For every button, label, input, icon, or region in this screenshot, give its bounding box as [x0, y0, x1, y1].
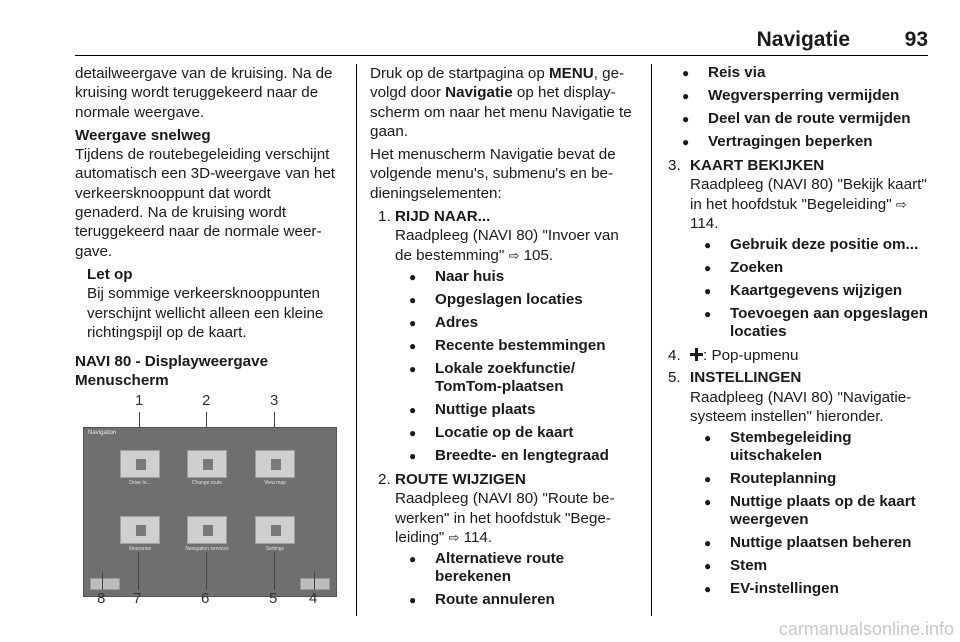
list-item: ● Alternatieve route berekenen — [395, 550, 635, 586]
tile-navigation-services — [187, 516, 227, 544]
gear-icon — [271, 525, 281, 536]
list-item: ● Stem — [690, 557, 930, 575]
submenu-list — [690, 429, 930, 598]
section-heading-menu: Menuscherm — [75, 372, 169, 390]
menu-item-number: 2. — [378, 470, 391, 488]
watermark: carmanualsonline.info — [778, 619, 954, 639]
submenu-list-continued — [668, 64, 930, 151]
list-item: ● Nuttige plaats op de kaart weergeven — [690, 493, 930, 529]
callout-5: 5 — [269, 590, 278, 607]
menu-item-desc: Raadpleeg (NAVI 80) "Navigatiesysteem instellen" hieronder. — [690, 388, 912, 426]
menu-item-title: RIJD NAAR... — [395, 208, 491, 226]
callout-3: 3 — [270, 392, 279, 409]
column-3 — [668, 64, 930, 603]
tile-label-change-route: Change route — [191, 480, 223, 486]
leader-line-5 — [274, 552, 275, 590]
menu-keyword: MENU — [549, 65, 594, 82]
list-item: ● Locatie op de kaart — [395, 424, 635, 442]
back-softkey — [90, 578, 120, 590]
tile-change-route — [187, 450, 227, 478]
page-ref-icon: ⇨ — [448, 529, 460, 545]
callout-1: 1 — [135, 392, 144, 409]
navigation-screen — [83, 427, 337, 597]
leader-line-8 — [102, 572, 103, 590]
list-item: ● Nuttige plaatsen beheren — [690, 534, 930, 552]
tile-label-view-map: View map — [264, 480, 286, 486]
leader-line-6 — [206, 552, 207, 590]
intro-text-1: Druk op de startpagina op — [370, 65, 549, 82]
intro-text-3: op het displayscherm om naar het menu Navigatie te gaan. — [370, 84, 632, 140]
tile-label-drive-to: Drive to... — [129, 480, 151, 486]
callout-2: 2 — [202, 392, 211, 409]
callout-7: 7 — [133, 590, 142, 607]
list-item: ● Adres — [395, 314, 635, 332]
callout-6: 6 — [201, 590, 210, 607]
column-divider-2 — [651, 64, 652, 616]
person-icon — [136, 459, 146, 470]
globe-icon — [203, 525, 213, 536]
list-item: ● Recente bestemmingen — [395, 337, 635, 355]
tile-view-map — [255, 450, 295, 478]
map-icon — [271, 459, 281, 470]
list-item: ● Breedte- en lengtegraad — [395, 447, 635, 465]
tile-settings — [255, 516, 295, 544]
menu-item-desc — [690, 175, 930, 233]
column-divider-1 — [356, 64, 357, 616]
section-heading-display: NAVI 80 - Displayweergave — [75, 353, 269, 371]
menu-item-4 — [668, 346, 930, 365]
header-divider — [75, 55, 928, 56]
menu-item-number: 1. — [378, 208, 391, 226]
tile-label-navigation-services: Navigation services — [185, 546, 229, 552]
menu-item-desc — [395, 489, 635, 547]
submenu-list — [395, 268, 635, 465]
list-item: ● Stembegeleiding uitschakelen — [690, 429, 930, 465]
screen-title: Navigation — [88, 430, 117, 436]
tile-itineraries — [120, 516, 160, 544]
list-item: ● Routeplanning — [690, 470, 930, 488]
intro-text-2: , gevolgd door — [370, 65, 625, 102]
list-item: ● Opgeslagen locaties — [395, 291, 635, 309]
page-ref: 114. — [690, 214, 719, 232]
list-item: ● Reis via — [668, 64, 930, 82]
col2-intro — [370, 64, 635, 141]
menu-item-number: 4. — [668, 347, 681, 365]
list-item: ● EV-instellingen — [690, 580, 930, 598]
page-ref-icon: ⇨ — [895, 196, 907, 212]
list-item: ● Nuttige plaats — [395, 401, 635, 419]
menu-list-part1 — [370, 207, 635, 609]
desc-text: Raadpleeg (NAVI 80) "Route bewerken" in het hoofdstuk "Begeleiding" — [395, 490, 615, 546]
menu-item-desc — [690, 346, 930, 365]
leader-line-7 — [138, 552, 139, 590]
popup-softkey — [300, 578, 330, 590]
list-item: ● Route annuleren — [395, 591, 635, 609]
page-ref-icon: ⇨ — [508, 247, 520, 263]
list-item: ● Lokale zoekfunctie/ TomTom-plaatsen — [395, 360, 635, 396]
menu-item-3 — [668, 156, 930, 341]
desc-text: Raadpleeg (NAVI 80) "Invoer van de bestemming" — [395, 227, 619, 264]
callout-4: 4 — [309, 590, 318, 607]
list-item: ● Kaartgegevens wijzigen — [690, 282, 930, 300]
tile-label-itineraries: Itineraries — [129, 546, 151, 552]
desc-text: Raadpleeg (NAVI 80) "Bekijk kaart" in het hoofdstuk "Begeleiding" — [690, 176, 927, 213]
column-1 — [75, 64, 343, 391]
note-heading: Let op — [87, 265, 133, 283]
page-title: Navigatie — [756, 28, 850, 51]
menu-item-title: ROUTE WIJZIGEN — [395, 470, 526, 488]
submenu-list — [395, 550, 635, 609]
page-ref: 114. — [463, 528, 493, 546]
col2-intro2: Het menuscherm Navigatie bevat de volgende menu's, submenu's en bedieningselementen: — [370, 146, 616, 202]
note-box — [75, 265, 343, 342]
menu-item-1 — [370, 207, 635, 465]
list-item: ● Naar huis — [395, 268, 635, 286]
note-text: Bij sommige verkeersknooppunten verschijnt wellicht alleen een kleine richtingspijl op de kaart. — [87, 285, 324, 341]
list-item: ● Vertragingen beperken — [668, 133, 930, 151]
tile-label-settings: Settings — [265, 546, 285, 552]
list-icon — [136, 525, 146, 536]
submenu-list — [690, 236, 930, 341]
menu-item-number: 5. — [668, 369, 681, 387]
menu-item-title: INSTELLINGEN — [690, 369, 802, 387]
highway-heading: Weergave snelweg — [75, 126, 211, 144]
menu-item-2 — [370, 470, 635, 609]
route-icon — [203, 459, 213, 470]
menu-item-number: 3. — [668, 157, 681, 174]
menu-item-desc — [395, 226, 635, 265]
leader-line-4 — [314, 572, 315, 590]
list-item: ● Zoeken — [690, 259, 930, 277]
column-2 — [370, 64, 635, 614]
popup-text: : Pop-upmenu — [703, 347, 799, 365]
callout-8: 8 — [97, 590, 106, 607]
list-item: ● Deel van de route vermijden — [668, 110, 930, 128]
col1-intro: detailweergave van de kruising. Na de kruising wordt teruggekeerd naar de normale weergave. — [75, 65, 333, 121]
list-item: ● Wegversperring vermijden — [668, 87, 930, 105]
page-number: 93 — [904, 28, 928, 51]
page-ref: 105. — [523, 246, 554, 264]
tile-drive-to — [120, 450, 160, 478]
menu-item-title: KAART BEKIJKEN — [690, 157, 825, 174]
plus-icon — [690, 348, 703, 361]
menu-list-part2 — [668, 156, 930, 598]
menu-item-5 — [668, 368, 930, 598]
page-header — [75, 24, 928, 54]
navigatie-keyword: Navigatie — [445, 84, 513, 102]
list-item: ● Gebruik deze positie om... — [690, 236, 930, 254]
list-item: ● Toevoegen aan opgeslagen locaties — [690, 305, 930, 341]
highway-text: Tijdens de routebegeleiding verschijnt automatisch een 3D-weergave van het verkeersknooppunt dat wordt genaderd. Na de kruising wordt teruggekeerd naar de normale weergave. — [75, 146, 336, 260]
navigation-menu-figure — [75, 392, 343, 610]
